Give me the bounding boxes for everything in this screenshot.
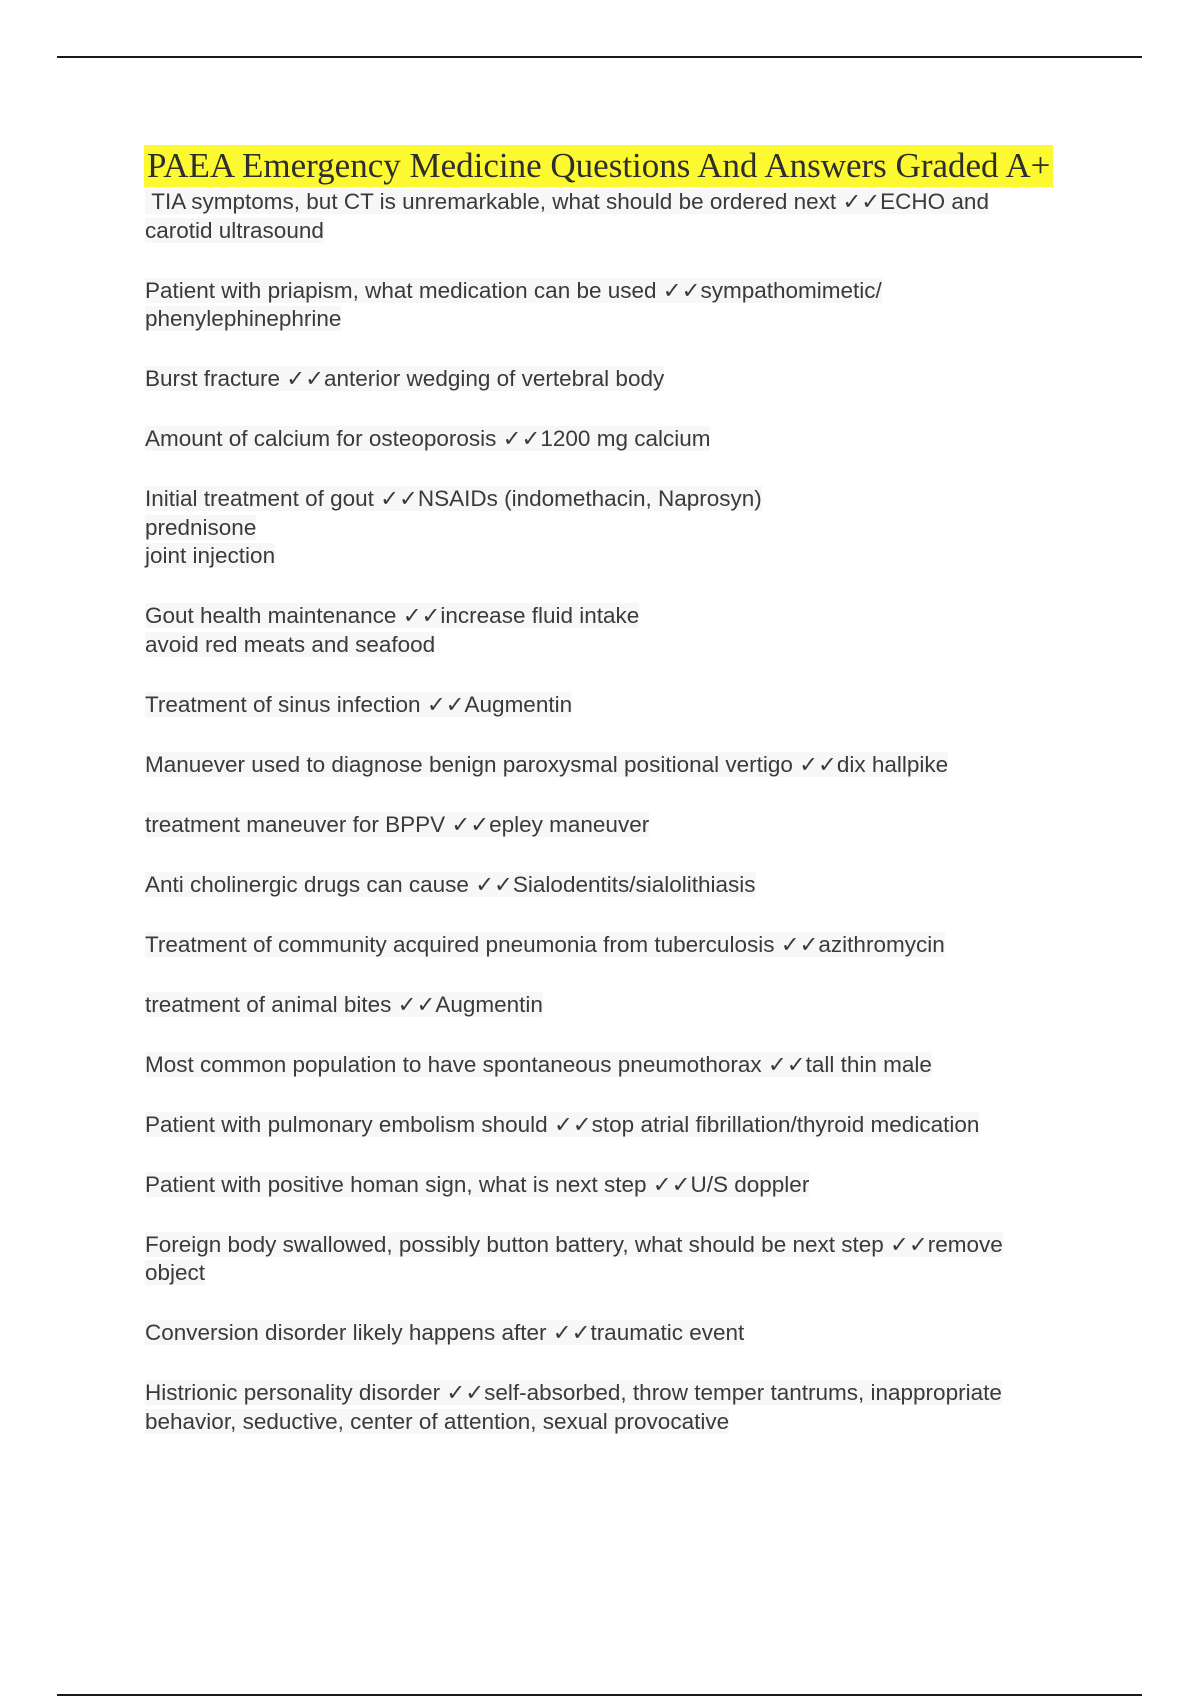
checkmark-icon: ✓✓ [397,991,436,1017]
qa-item-text [145,426,710,451]
question-text: Anti cholinergic drugs can cause [145,871,476,897]
qa-item-text [145,692,572,717]
checkmark-icon: ✓✓ [286,366,325,391]
checkmark-icon: ✓✓ [799,751,837,777]
header-rule [57,56,1142,58]
question-text: Patient with positive homan sign, what is next step [145,1171,653,1197]
question-text: Manuever used to diagnose benign paroxysmal positional vertigo [145,751,800,777]
answer-continuation: joint injection [145,543,276,568]
answer-text: Augmentin [464,691,573,717]
qa-item [145,365,1105,394]
answer-text: NSAIDs (indomethacin, Naprosyn) [417,486,762,511]
checkmark-icon: ✓✓ [502,426,541,451]
qa-item-text [145,1320,744,1345]
checkmark-icon: ✓✓ [652,1171,691,1197]
checkmark-icon: ✓✓ [475,871,513,897]
checkmark-icon: ✓✓ [767,1051,806,1077]
answer-continuation: phenylephinephrine [145,306,342,331]
qa-item-text [145,1172,809,1197]
answer-text: traumatic event [590,1320,745,1345]
checkmark-icon: ✓✓ [402,603,441,628]
question-text: Treatment of sinus infection [145,691,427,717]
document-body [145,145,1105,1468]
qa-item [145,1111,1105,1140]
answer-text: epley maneuver [489,811,650,837]
qa-item [145,277,1105,334]
qa-item-text [145,1112,979,1137]
qa-list [145,188,1105,1436]
checkmark-icon: ✓✓ [380,486,418,511]
answer-continuation: avoid red meats and seafood [145,631,436,657]
qa-item-text [145,812,649,837]
checkmark-icon: ✓✓ [426,691,465,717]
answer-text: Augmentin [435,991,543,1017]
qa-item [145,991,1105,1020]
answer-text: 1200 mg calcium [540,426,711,451]
question-text: Patient with pulmonary embolism should [145,1111,554,1137]
answer-text: remove [927,1231,1003,1257]
checkmark-icon: ✓✓ [780,931,819,957]
qa-item-text [145,189,989,243]
question-text: treatment of animal bites [145,991,398,1017]
answer-text: anterior wedging of vertebral body [324,366,665,391]
answer-text: Sialodentits/sialolithiasis [512,871,756,897]
qa-item [145,1171,1105,1200]
qa-item-text [145,278,882,332]
answer-text: ECHO and [880,189,989,214]
qa-item [145,425,1105,454]
qa-item-text [145,992,543,1017]
question-text: Burst fracture [145,366,287,391]
question-text: Treatment of community acquired pneumonia from tuberculosis [145,931,781,957]
qa-item-text [145,486,762,568]
answer-text: azithromycin [818,931,945,957]
question-text: Initial treatment of gout [145,486,381,511]
qa-item [145,1231,1105,1288]
answer-text: dix hallpike [836,751,949,777]
question-text: Gout health maintenance [145,603,403,628]
qa-item-text [145,1052,932,1077]
checkmark-icon: ✓✓ [890,1231,928,1257]
answer-continuation: behavior, seductive, center of attention, sexual provocative [145,1408,730,1434]
qa-item-text [145,872,756,897]
question-text: Foreign body swallowed, possibly button battery, what should be next step [145,1231,891,1257]
footer-rule [57,1694,1142,1696]
answer-text: stop atrial fibrillation/thyroid medication [591,1111,980,1137]
checkmark-icon: ✓✓ [662,277,701,303]
question-text: Histrionic personality disorder [145,1380,447,1405]
qa-item [145,931,1105,960]
qa-item-text [145,603,639,657]
document-title: PAEA Emergency Medicine Questions And Answers Graded A+ [144,145,1053,187]
answer-text: increase fluid intake [440,603,640,628]
qa-item [145,188,1105,245]
question-text: TIA symptoms, but CT is unremarkable, what should be ordered next [145,189,843,214]
answer-text: sympathomimetic/ [700,277,882,303]
question-text: Amount of calcium for osteoporosis [145,426,503,451]
checkmark-icon: ✓✓ [842,189,881,214]
checkmark-icon: ✓✓ [553,1111,592,1137]
checkmark-icon: ✓✓ [451,811,490,837]
qa-item-text [145,752,948,777]
answer-text: self-absorbed, throw temper tantrums, inappropriate [484,1380,1002,1405]
qa-item [145,1051,1105,1080]
qa-item-text [145,1380,1002,1434]
answer-continuation: carotid ultrasound [145,217,324,243]
qa-item-text [145,932,945,957]
qa-item [145,1319,1105,1348]
qa-item [145,1379,1105,1436]
answer-continuation: object [145,1260,206,1285]
qa-item [145,811,1105,840]
qa-item [145,871,1105,900]
qa-item [145,691,1105,720]
answer-text: U/S doppler [690,1171,810,1197]
qa-item-text [145,1232,1003,1286]
checkmark-icon: ✓✓ [552,1320,591,1345]
answer-continuation: prednisone [145,514,257,540]
answer-text: tall thin male [805,1051,932,1077]
question-text: Most common population to have spontaneous pneumothorax [145,1051,768,1077]
checkmark-icon: ✓✓ [446,1380,485,1405]
qa-item [145,485,1105,571]
qa-item [145,751,1105,780]
question-text: Patient with priapism, what medication can be used [145,277,663,303]
qa-item [145,602,1105,659]
question-text: treatment maneuver for BPPV [145,811,452,837]
qa-item-text [145,366,664,391]
question-text: Conversion disorder likely happens after [145,1320,553,1345]
